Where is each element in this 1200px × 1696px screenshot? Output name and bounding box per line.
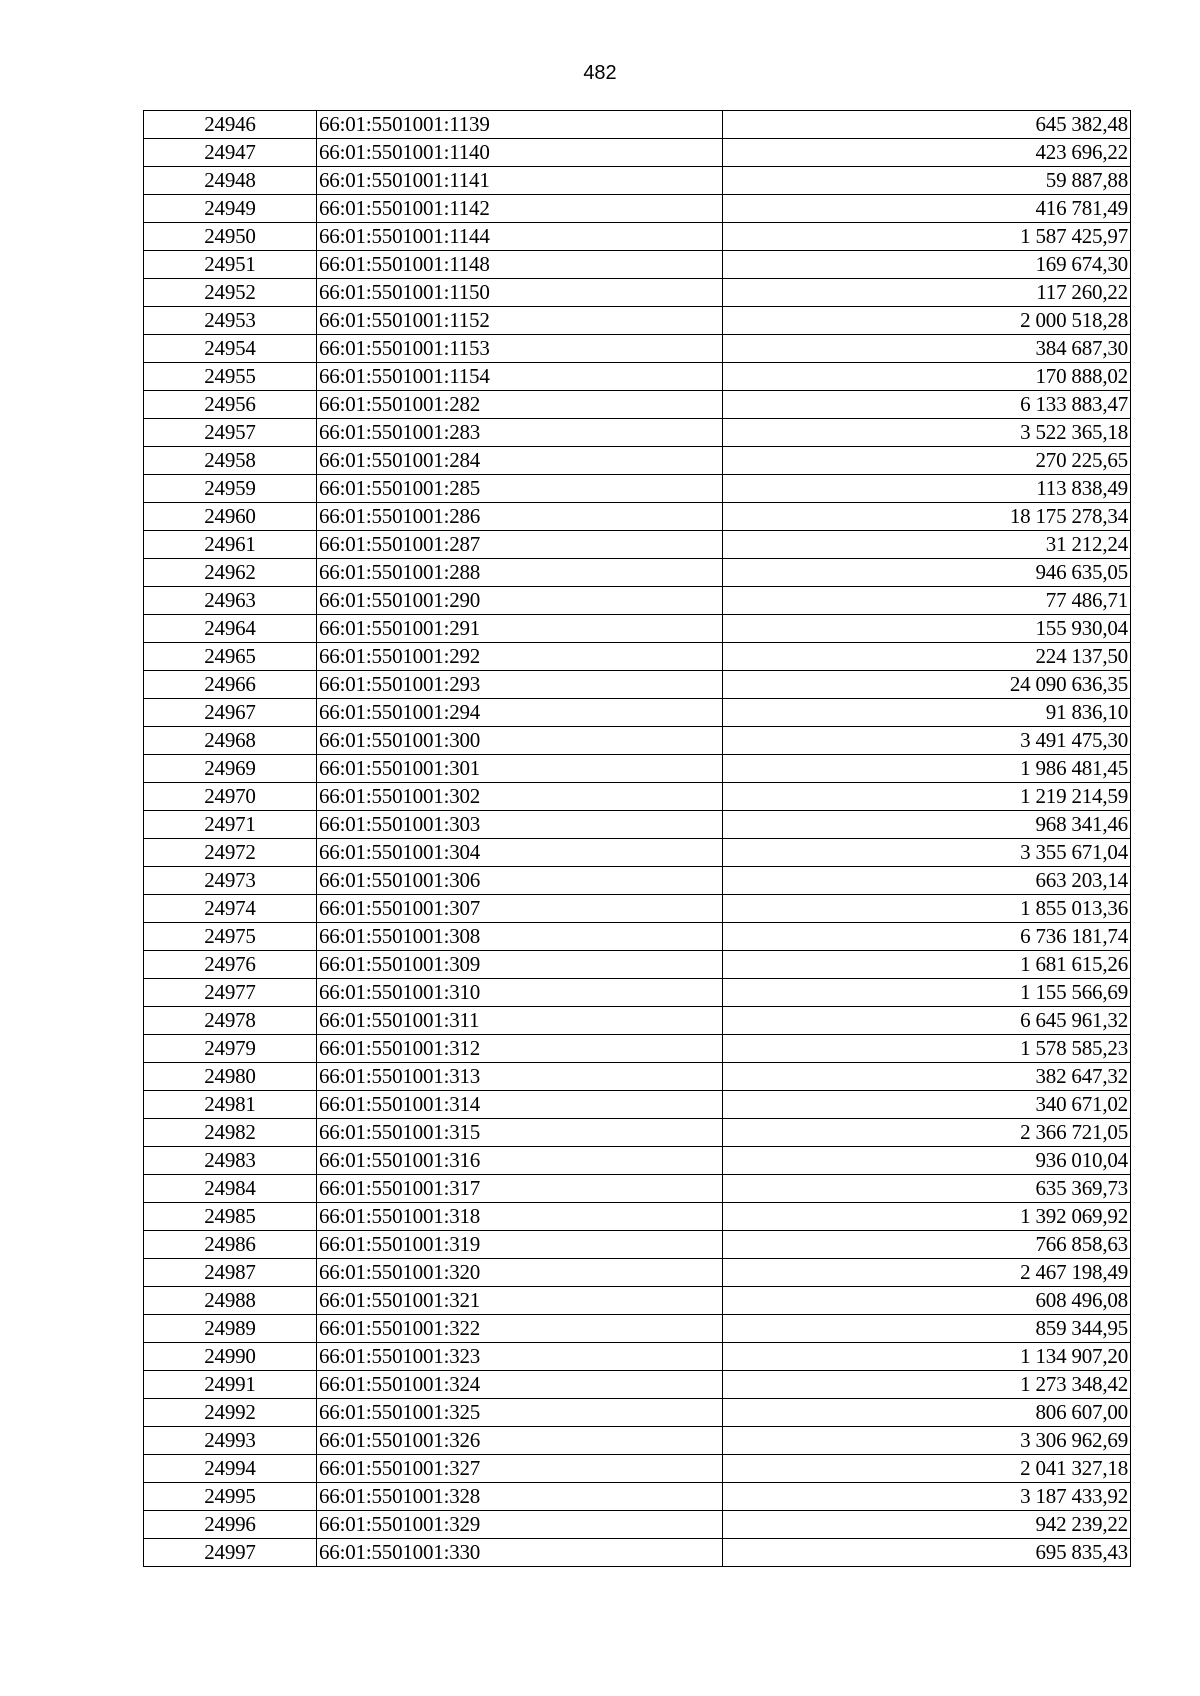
table-row — [144, 503, 1131, 531]
cadastral-value-cell: 766 858,63 — [723, 1231, 1131, 1259]
row-number-cell: 24953 — [144, 307, 317, 335]
cadastral-value-cell: 416 781,49 — [723, 195, 1131, 223]
cadastral-value-cell: 2 041 327,18 — [723, 1455, 1131, 1483]
cadastral-value-cell: 1 855 013,36 — [723, 895, 1131, 923]
table-row — [144, 167, 1131, 195]
row-number-cell: 24969 — [144, 755, 317, 783]
cadastral-number-cell: 66:01:5501001:317 — [317, 1175, 723, 1203]
cadastral-number-cell: 66:01:5501001:1141 — [317, 167, 723, 195]
cadastral-number-cell: 66:01:5501001:287 — [317, 531, 723, 559]
cadastral-number-cell: 66:01:5501001:290 — [317, 587, 723, 615]
table-row — [144, 867, 1131, 895]
cadastral-value-cell: 635 369,73 — [723, 1175, 1131, 1203]
cadastral-value-cell: 1 155 566,69 — [723, 979, 1131, 1007]
table-row — [144, 139, 1131, 167]
cadastral-value-cell: 1 273 348,42 — [723, 1371, 1131, 1399]
row-number-cell: 24993 — [144, 1427, 317, 1455]
cadastral-number-cell: 66:01:5501001:291 — [317, 615, 723, 643]
row-number-cell: 24950 — [144, 223, 317, 251]
row-number-cell: 24997 — [144, 1539, 317, 1567]
cadastral-value-cell: 695 835,43 — [723, 1539, 1131, 1567]
cadastral-value-cell: 382 647,32 — [723, 1063, 1131, 1091]
cadastral-number-cell: 66:01:5501001:328 — [317, 1483, 723, 1511]
cadastral-number-cell: 66:01:5501001:310 — [317, 979, 723, 1007]
cadastral-number-cell: 66:01:5501001:1140 — [317, 139, 723, 167]
row-number-cell: 24973 — [144, 867, 317, 895]
row-number-cell: 24961 — [144, 531, 317, 559]
cadastral-value-cell: 91 836,10 — [723, 699, 1131, 727]
row-number-cell: 24952 — [144, 279, 317, 307]
row-number-cell: 24996 — [144, 1511, 317, 1539]
table-row — [144, 811, 1131, 839]
cadastral-value-cell: 2 366 721,05 — [723, 1119, 1131, 1147]
table-row — [144, 1231, 1131, 1259]
cadastral-number-cell: 66:01:5501001:314 — [317, 1091, 723, 1119]
table-row — [144, 1287, 1131, 1315]
cadastral-value-cell: 1 392 069,92 — [723, 1203, 1131, 1231]
table-row — [144, 951, 1131, 979]
table-row — [144, 727, 1131, 755]
row-number-cell: 24956 — [144, 391, 317, 419]
row-number-cell: 24988 — [144, 1287, 317, 1315]
row-number-cell: 24964 — [144, 615, 317, 643]
cadastral-number-cell: 66:01:5501001:1154 — [317, 363, 723, 391]
cadastral-number-cell: 66:01:5501001:293 — [317, 671, 723, 699]
cadastral-number-cell: 66:01:5501001:302 — [317, 783, 723, 811]
cadastral-number-cell: 66:01:5501001:307 — [317, 895, 723, 923]
cadastral-value-cell: 1 587 425,97 — [723, 223, 1131, 251]
cadastral-number-cell: 66:01:5501001:309 — [317, 951, 723, 979]
cadastral-number-cell: 66:01:5501001:283 — [317, 419, 723, 447]
row-number-cell: 24972 — [144, 839, 317, 867]
cadastral-value-cell: 170 888,02 — [723, 363, 1131, 391]
table-row — [144, 1399, 1131, 1427]
cadastral-number-cell: 66:01:5501001:1153 — [317, 335, 723, 363]
row-number-cell: 24978 — [144, 1007, 317, 1035]
cadastral-value-cell: 59 887,88 — [723, 167, 1131, 195]
cadastral-value-cell: 6 133 883,47 — [723, 391, 1131, 419]
cadastral-number-cell: 66:01:5501001:316 — [317, 1147, 723, 1175]
cadastral-value-cell: 6 736 181,74 — [723, 923, 1131, 951]
table-row — [144, 1203, 1131, 1231]
table-row — [144, 391, 1131, 419]
row-number-cell: 24986 — [144, 1231, 317, 1259]
row-number-cell: 24995 — [144, 1483, 317, 1511]
cadastral-value-cell: 117 260,22 — [723, 279, 1131, 307]
cadastral-value-cell: 806 607,00 — [723, 1399, 1131, 1427]
row-number-cell: 24965 — [144, 643, 317, 671]
table-row — [144, 1483, 1131, 1511]
row-number-cell: 24968 — [144, 727, 317, 755]
table-row — [144, 195, 1131, 223]
row-number-cell: 24963 — [144, 587, 317, 615]
row-number-cell: 24958 — [144, 447, 317, 475]
cadastral-value-cell: 31 212,24 — [723, 531, 1131, 559]
cadastral-number-cell: 66:01:5501001:320 — [317, 1259, 723, 1287]
row-number-cell: 24947 — [144, 139, 317, 167]
table-row — [144, 895, 1131, 923]
cadastral-number-cell: 66:01:5501001:1144 — [317, 223, 723, 251]
table-row — [144, 783, 1131, 811]
table-row — [144, 1343, 1131, 1371]
cadastral-number-cell: 66:01:5501001:313 — [317, 1063, 723, 1091]
cadastral-number-cell: 66:01:5501001:308 — [317, 923, 723, 951]
table-row — [144, 979, 1131, 1007]
cadastral-number-cell: 66:01:5501001:292 — [317, 643, 723, 671]
table-row — [144, 111, 1131, 139]
table-row — [144, 1147, 1131, 1175]
cadastral-number-cell: 66:01:5501001:1139 — [317, 111, 723, 139]
table-row — [144, 531, 1131, 559]
row-number-cell: 24962 — [144, 559, 317, 587]
row-number-cell: 24974 — [144, 895, 317, 923]
cadastral-number-cell: 66:01:5501001:321 — [317, 1287, 723, 1315]
table-row — [144, 475, 1131, 503]
table-row — [144, 335, 1131, 363]
row-number-cell: 24991 — [144, 1371, 317, 1399]
cadastral-value-cell: 936 010,04 — [723, 1147, 1131, 1175]
cadastral-number-cell: 66:01:5501001:329 — [317, 1511, 723, 1539]
cadastral-number-cell: 66:01:5501001:301 — [317, 755, 723, 783]
table-row — [144, 447, 1131, 475]
row-number-cell: 24957 — [144, 419, 317, 447]
row-number-cell: 24946 — [144, 111, 317, 139]
row-number-cell: 24948 — [144, 167, 317, 195]
cadastral-value-cell: 1 986 481,45 — [723, 755, 1131, 783]
cadastral-number-cell: 66:01:5501001:286 — [317, 503, 723, 531]
row-number-cell: 24981 — [144, 1091, 317, 1119]
table-row — [144, 1063, 1131, 1091]
table-row — [144, 671, 1131, 699]
cadastral-value-cell: 169 674,30 — [723, 251, 1131, 279]
cadastral-number-cell: 66:01:5501001:303 — [317, 811, 723, 839]
table-row — [144, 1007, 1131, 1035]
cadastral-value-cell: 3 522 365,18 — [723, 419, 1131, 447]
cadastral-value-cell: 340 671,02 — [723, 1091, 1131, 1119]
cadastral-value-cell: 608 496,08 — [723, 1287, 1131, 1315]
cadastral-value-cell: 942 239,22 — [723, 1511, 1131, 1539]
table-row — [144, 1315, 1131, 1343]
cadastral-value-cell: 3 491 475,30 — [723, 727, 1131, 755]
row-number-cell: 24949 — [144, 195, 317, 223]
cadastral-number-cell: 66:01:5501001:324 — [317, 1371, 723, 1399]
table-row — [144, 1511, 1131, 1539]
table-row — [144, 1371, 1131, 1399]
row-number-cell: 24990 — [144, 1343, 317, 1371]
cadastral-value-cell: 155 930,04 — [723, 615, 1131, 643]
cadastral-value-cell: 1 578 585,23 — [723, 1035, 1131, 1063]
table-row — [144, 1091, 1131, 1119]
cadastral-value-cell: 859 344,95 — [723, 1315, 1131, 1343]
table-row — [144, 839, 1131, 867]
cadastral-number-cell: 66:01:5501001:322 — [317, 1315, 723, 1343]
table-row — [144, 559, 1131, 587]
row-number-cell: 24966 — [144, 671, 317, 699]
table-row — [144, 419, 1131, 447]
cadastral-value-cell: 113 838,49 — [723, 475, 1131, 503]
row-number-cell: 24960 — [144, 503, 317, 531]
cadastral-number-cell: 66:01:5501001:282 — [317, 391, 723, 419]
row-number-cell: 24959 — [144, 475, 317, 503]
cadastral-number-cell: 66:01:5501001:319 — [317, 1231, 723, 1259]
row-number-cell: 24951 — [144, 251, 317, 279]
row-number-cell: 24954 — [144, 335, 317, 363]
cadastral-value-cell: 3 355 671,04 — [723, 839, 1131, 867]
row-number-cell: 24994 — [144, 1455, 317, 1483]
cadastral-number-cell: 66:01:5501001:304 — [317, 839, 723, 867]
cadastral-value-cell: 946 635,05 — [723, 559, 1131, 587]
row-number-cell: 24971 — [144, 811, 317, 839]
row-number-cell: 24970 — [144, 783, 317, 811]
cadastral-number-cell: 66:01:5501001:1148 — [317, 251, 723, 279]
table-row — [144, 279, 1131, 307]
cadastral-number-cell: 66:01:5501001:330 — [317, 1539, 723, 1567]
row-number-cell: 24982 — [144, 1119, 317, 1147]
cadastral-number-cell: 66:01:5501001:284 — [317, 447, 723, 475]
table-row — [144, 251, 1131, 279]
table-row — [144, 643, 1131, 671]
cadastral-value-cell: 18 175 278,34 — [723, 503, 1131, 531]
table-row — [144, 1455, 1131, 1483]
table-row — [144, 587, 1131, 615]
row-number-cell: 24955 — [144, 363, 317, 391]
row-number-cell: 24977 — [144, 979, 317, 1007]
table-row — [144, 923, 1131, 951]
cadastral-value-cell: 2 000 518,28 — [723, 307, 1131, 335]
cadastral-number-cell: 66:01:5501001:327 — [317, 1455, 723, 1483]
cadastral-value-cell: 224 137,50 — [723, 643, 1131, 671]
table-row — [144, 1539, 1131, 1567]
row-number-cell: 24967 — [144, 699, 317, 727]
cadastral-value-cell: 3 306 962,69 — [723, 1427, 1131, 1455]
cadastral-number-cell: 66:01:5501001:326 — [317, 1427, 723, 1455]
cadastral-value-cell: 1 681 615,26 — [723, 951, 1131, 979]
cadastral-value-cell: 968 341,46 — [723, 811, 1131, 839]
row-number-cell: 24975 — [144, 923, 317, 951]
table-row — [144, 223, 1131, 251]
cadastral-value-table — [143, 110, 1131, 1567]
cadastral-value-cell: 2 467 198,49 — [723, 1259, 1131, 1287]
cadastral-number-cell: 66:01:5501001:323 — [317, 1343, 723, 1371]
page-number: 482 — [583, 62, 617, 84]
table-row — [144, 1427, 1131, 1455]
cadastral-number-cell: 66:01:5501001:288 — [317, 559, 723, 587]
cadastral-value-cell: 270 225,65 — [723, 447, 1131, 475]
row-number-cell: 24983 — [144, 1147, 317, 1175]
cadastral-number-cell: 66:01:5501001:1152 — [317, 307, 723, 335]
cadastral-number-cell: 66:01:5501001:312 — [317, 1035, 723, 1063]
row-number-cell: 24985 — [144, 1203, 317, 1231]
row-number-cell: 24992 — [144, 1399, 317, 1427]
table-row — [144, 699, 1131, 727]
cadastral-value-cell: 384 687,30 — [723, 335, 1131, 363]
cadastral-value-cell: 77 486,71 — [723, 587, 1131, 615]
table-row — [144, 307, 1131, 335]
table-body — [144, 111, 1131, 1567]
cadastral-value-cell: 1 134 907,20 — [723, 1343, 1131, 1371]
row-number-cell: 24984 — [144, 1175, 317, 1203]
cadastral-number-cell: 66:01:5501001:306 — [317, 867, 723, 895]
cadastral-number-cell: 66:01:5501001:325 — [317, 1399, 723, 1427]
cadastral-value-cell: 645 382,48 — [723, 111, 1131, 139]
table-row — [144, 1119, 1131, 1147]
table-row — [144, 1175, 1131, 1203]
cadastral-number-cell: 66:01:5501001:318 — [317, 1203, 723, 1231]
row-number-cell: 24987 — [144, 1259, 317, 1287]
table-row — [144, 363, 1131, 391]
cadastral-value-cell: 1 219 214,59 — [723, 783, 1131, 811]
cadastral-value-cell: 24 090 636,35 — [723, 671, 1131, 699]
cadastral-value-cell: 423 696,22 — [723, 139, 1131, 167]
table-row — [144, 615, 1131, 643]
cadastral-number-cell: 66:01:5501001:285 — [317, 475, 723, 503]
cadastral-value-cell: 663 203,14 — [723, 867, 1131, 895]
row-number-cell: 24976 — [144, 951, 317, 979]
row-number-cell: 24980 — [144, 1063, 317, 1091]
table-row — [144, 1259, 1131, 1287]
cadastral-number-cell: 66:01:5501001:300 — [317, 727, 723, 755]
cadastral-number-cell: 66:01:5501001:1142 — [317, 195, 723, 223]
cadastral-value-cell: 6 645 961,32 — [723, 1007, 1131, 1035]
row-number-cell: 24989 — [144, 1315, 317, 1343]
cadastral-number-cell: 66:01:5501001:315 — [317, 1119, 723, 1147]
cadastral-number-cell: 66:01:5501001:1150 — [317, 279, 723, 307]
cadastral-number-cell: 66:01:5501001:311 — [317, 1007, 723, 1035]
cadastral-number-cell: 66:01:5501001:294 — [317, 699, 723, 727]
row-number-cell: 24979 — [144, 1035, 317, 1063]
table-row — [144, 755, 1131, 783]
table-row — [144, 1035, 1131, 1063]
cadastral-value-cell: 3 187 433,92 — [723, 1483, 1131, 1511]
